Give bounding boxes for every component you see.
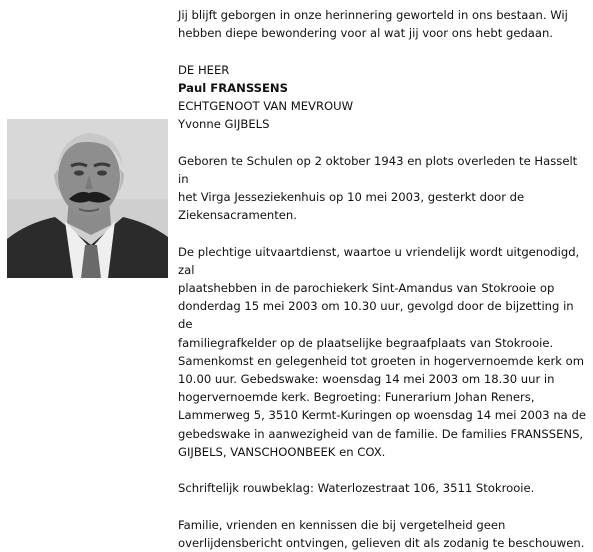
spouse-name: Yvonne GIJBELS bbox=[178, 117, 270, 132]
portrait-photo bbox=[7, 119, 168, 278]
funeral-paragraph: De plechtige uitvaartdienst, waartoe u vriendelijk wordt uitgenodigd, zal plaatshebben in de parochiekerk Sint-Amandus van Stokrooie op donderdag 15 mei 2003 om 10.30 uur, gevolgd door de bijzetting in de familiegrafkelder op de plaatselijke begraafplaats van Stokrooie. Samenkomst en gelegenheid tot groeten in hogervernoemde kerk om 10.00 uur. Gebedswake: woensdag 14 mei 2003 om 18.30 uur in hogervernoemde kerk. Begroeting: Funerarium Johan Reners, Lammerweg 5, 3510 Kermt-Kuringen op woensdag 14 mei 2003 na de gebedswake in aanwezigheid van de familie. De families FRANSSENS, GIJBELS, VANSCHOONBEEK en COX. bbox=[178, 244, 586, 459]
birth-death-paragraph: Geboren te Schulen op 2 oktober 1943 en plots overleden te Hasselt in het Virga Jesseziekenhuis op 10 mei 2003, gesterkt door de Ziekensacramenten. bbox=[178, 153, 578, 223]
intro-verse: Jij blijft geborgen in onze herinnering geworteld in ons bestaan. Wij hebben diepe bewondering voor al wat jij voor ons hebt gedaan. bbox=[178, 8, 568, 41]
portrait-image bbox=[7, 119, 168, 278]
closing-paragraph: Familie, vrienden en kennissen die bij vergetelheid geen overlijdensbericht ontvingen, gelieven dit als zodanig te beschouwen. bbox=[178, 517, 585, 550]
last-name: FRANSSENS bbox=[210, 80, 288, 95]
condolence-paragraph: Schriftelijk rouwbeklag: Waterlozestraat 106, 3511 Stokrooie. bbox=[178, 481, 535, 496]
spouse-label: ECHTGENOOT VAN MEVROUW bbox=[178, 99, 354, 113]
obituary-text bbox=[178, 6, 588, 552]
first-name: Paul bbox=[178, 80, 207, 95]
salutation: DE HEER bbox=[178, 62, 230, 77]
deceased-name bbox=[178, 79, 588, 97]
